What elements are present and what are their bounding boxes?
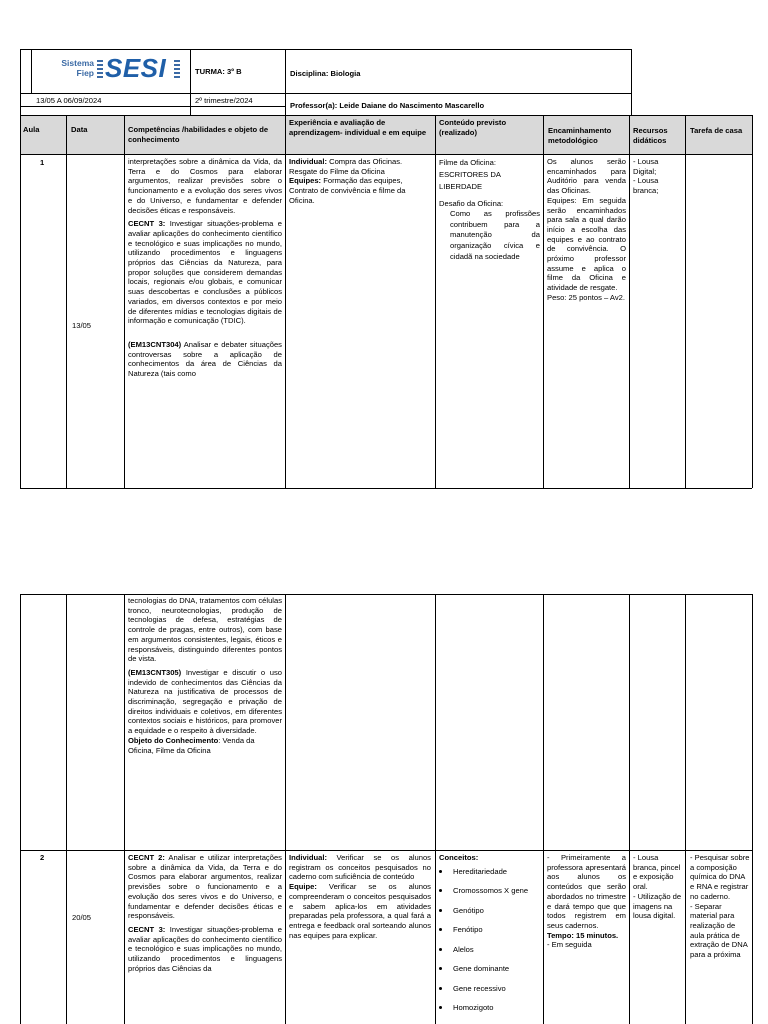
concept-list <box>439 863 540 1019</box>
row2-data: 20/05 <box>72 913 92 922</box>
concept-list-item <box>439 863 540 883</box>
bullet-icon <box>439 987 442 990</box>
concept-list-item <box>439 902 540 922</box>
row1-comp-p1: interpretações sobre a dinâmica da Vida, da Terra e do Cosmos para elaborar argumentos, realizar previsões sobre o funcionamento e a evolução dos seres vivos e do Universo, e fundamentar e defender decisões éticas e responsáveis. <box>128 157 282 215</box>
row2-recursos: - Lousa branca, pincel e exposição oral. - Utilização de imagens na lousa digital. <box>633 853 682 921</box>
row2-conteudo <box>439 853 540 1024</box>
concept-label: Gene recessivo <box>453 983 506 993</box>
row1-encaminhamento <box>547 157 626 303</box>
concept-label: Cromossomos X gene <box>453 886 529 896</box>
logo-stripes-right <box>174 60 180 78</box>
row2-comp-p2: CECNT 3: Investigar situações-problema e avaliar aplicações do conhecimento científico e tecnológico e suas implicações no mundo, utilizando procedimentos e linguagens próprios das Ciências da <box>128 924 282 973</box>
bullet-icon <box>439 870 442 873</box>
row1-aula: 1 <box>40 158 45 167</box>
professor-label: Professor(a): <box>290 101 338 110</box>
concept-list-item <box>439 941 540 961</box>
logo-sistema-text: Sistema <box>61 58 94 68</box>
logo-stripes-left <box>97 60 103 78</box>
row2-exp-individual: Individual: Verificar se os alunos registram os conceitos pesquisados no caderno com suficiência de conteúdo <box>289 853 431 882</box>
col-header-recursos: Recursos didáticos <box>633 126 668 145</box>
concept-list-item <box>439 980 540 1000</box>
bullet-icon <box>439 909 442 912</box>
row1-competencias-cont <box>128 596 282 755</box>
row1-cont-desafio: Desafio da Oficina: <box>439 199 504 208</box>
concept-label: Hereditariedade <box>453 866 508 876</box>
logo-sesi-text: SESI <box>105 53 167 83</box>
col-header-experiencia: Experiência e avaliação de aprendizagem- individual e em equipe <box>289 118 427 137</box>
row1-exp-individual: Individual: Compra das Oficinas. Resgate do Filme da Oficina <box>289 157 403 176</box>
bullet-icon <box>439 928 442 931</box>
row2-enc-text: - Primeiramente a professora apresentará aos alunos os conteúdos que serão abordados no trimestre e dará tempo que que todos registrem em seus cadernos. <box>547 853 626 930</box>
row1-recursos: - Lousa Digital; - Lousa branca; <box>633 157 659 196</box>
row2-experiencia <box>289 853 431 940</box>
col-header-competencias: Competências /habilidades e objeto de conhecimento <box>128 125 269 144</box>
bullet-icon <box>439 948 442 951</box>
disciplina-label: Disciplina: Biologia <box>290 69 361 78</box>
concept-list-item <box>439 882 540 902</box>
row2-exp-equipe: Equipe: Verificar se os alunos compreenderam o conceitos pesquisados e sabem aplica-los em atividades preparadas pela professora, a qual fará a entrega e feedback oral sorteando alunos nas equipes para explicar. <box>289 882 431 940</box>
concept-label: Fenótipo <box>453 925 483 935</box>
col-header-encaminhamento: Encaminhamento metodológico <box>548 126 612 145</box>
row1-enc-peso: Peso: 25 pontos – Av2. <box>547 292 625 302</box>
row1-conteudo <box>439 157 540 263</box>
col-header-data: Data <box>71 125 88 134</box>
col-header-conteudo: Conteúdo previsto (realizado) <box>439 118 507 137</box>
concept-label: Alelos <box>453 944 474 954</box>
row1-data: 13/05 <box>72 321 92 330</box>
row1-enc-equipes: Equipes: Em seguida serão encaminhados para sala a qual darão início a escolha das equipes e ao contrato de convivência. O próximo professor assume e aplica o filme da Oficina e atividade de resgate. <box>547 195 626 293</box>
col-header-aula: Aula <box>23 125 40 134</box>
periodo-label: 13/05 A 06/09/2024 <box>36 96 102 105</box>
row2-cont-title: Conceitos: <box>439 853 479 862</box>
row1c-comp-p2: (EM13CNT305) Investigar e discutir o uso indevido de conhecimentos das Ciências da Natureza na justificativa de processos de discriminação, segregação e privação de direitos individuais e coletivos, em diferentes contextos sociais e históricos, para promover a equidade e o respeito à diversidade. <box>128 667 282 736</box>
concept-label: Genótipo <box>453 905 484 915</box>
row1-cont-line1: Filme da Oficina: <box>439 158 496 167</box>
row1-enc-text: Os alunos serão encaminhados para Auditório para venda das Oficinas. <box>547 157 626 196</box>
bullet-icon <box>439 889 442 892</box>
row1-cont-line2: ESCRITORES DA <box>439 170 501 179</box>
row2-tarefa: - Pesquisar sobre a composição química do DNA e RNA e registrar no caderno. - Separar material para realização de aula prática de extração de DNA para a próxima <box>690 853 750 960</box>
row2-aula: 2 <box>40 853 45 862</box>
row2-enc-next: - Em seguida <box>547 940 592 950</box>
trimestre-label: 2º trimestre/2024 <box>195 96 253 105</box>
row1-cont-line3: LIBERDADE <box>439 182 483 191</box>
row1c-comp-p1: tecnologias do DNA, tratamentos com células tronco, neurotecnologias, produção de tecnologias de defesa, estratégias de controle de pragas, entre outros), com base em argumentos consistentes, legais, éticos e responsáveis, distinguindo diferentes pontos de vista. <box>128 596 282 664</box>
row2-encaminhamento <box>547 853 626 1024</box>
concept-list-item <box>439 999 540 1019</box>
professor-line <box>290 101 484 111</box>
professor-name: Leide Daiane do Nascimento Mascarello <box>339 101 485 110</box>
concept-label: Gene dominante <box>453 964 510 974</box>
turma-label: TURMA: 3º B <box>195 67 242 76</box>
concept-label: Homozigoto <box>453 1003 494 1013</box>
row2-comp-p1: CECNT 2: Analisar e utilizar interpretações sobre a dinâmica da Vida, da Terra e do Cosmos para elaborar argumentos, realizar previsões sobre o funcionamento e a evolução dos seres vivos e do Universo, e fundamentar e defender decisões éticas e responsáveis. <box>128 853 282 921</box>
bullet-icon <box>439 967 442 970</box>
row1-comp-p2: CECNT 3: Investigar situações-problema e avaliar aplicações do conhecimento científico e tecnológico e suas implicações no mundo, utilizando procedimentos e linguagens próprios das Ciências da Natureza, para propor soluções que considerem demandas locais, regionais e/ou globais, e comunicar suas descobertas e conclusões a públicos variados, em diversos contextos e por meio de diferentes mídias e tecnologias digitais de informação e comunicação (TDIC). <box>128 219 282 326</box>
row2-competencias <box>128 853 282 973</box>
row1-cont-desafio-text: Como as profissões contribuem para a manutenção da organização cívica e cidadã na sociedade <box>450 208 540 261</box>
bullet-icon <box>439 1006 442 1009</box>
row1c-comp-p3: Objeto do Conhecimento: Venda da Oficina, Filme da Oficina <box>128 735 255 755</box>
row1-comp-p3: (EM13CNT304) Analisar e debater situações controversas sobre a aplicação de conhecimentos da área de Ciências da Natureza (tais como <box>128 339 282 379</box>
col-header-tarefa: Tarefa de casa <box>690 126 743 135</box>
row1-competencias <box>128 157 282 379</box>
row2-enc-tempo: Tempo: 15 minutos. <box>547 930 619 940</box>
concept-list-item <box>439 921 540 941</box>
concept-list-item <box>439 960 540 980</box>
row1-exp-equipes: Equipes: Formação das equipes, Contrato de convivência e filme da Oficina. <box>289 176 406 205</box>
row1-experiencia <box>289 157 431 206</box>
sesi-logo <box>46 53 186 86</box>
logo-fiep-text: Fiep <box>76 68 94 78</box>
